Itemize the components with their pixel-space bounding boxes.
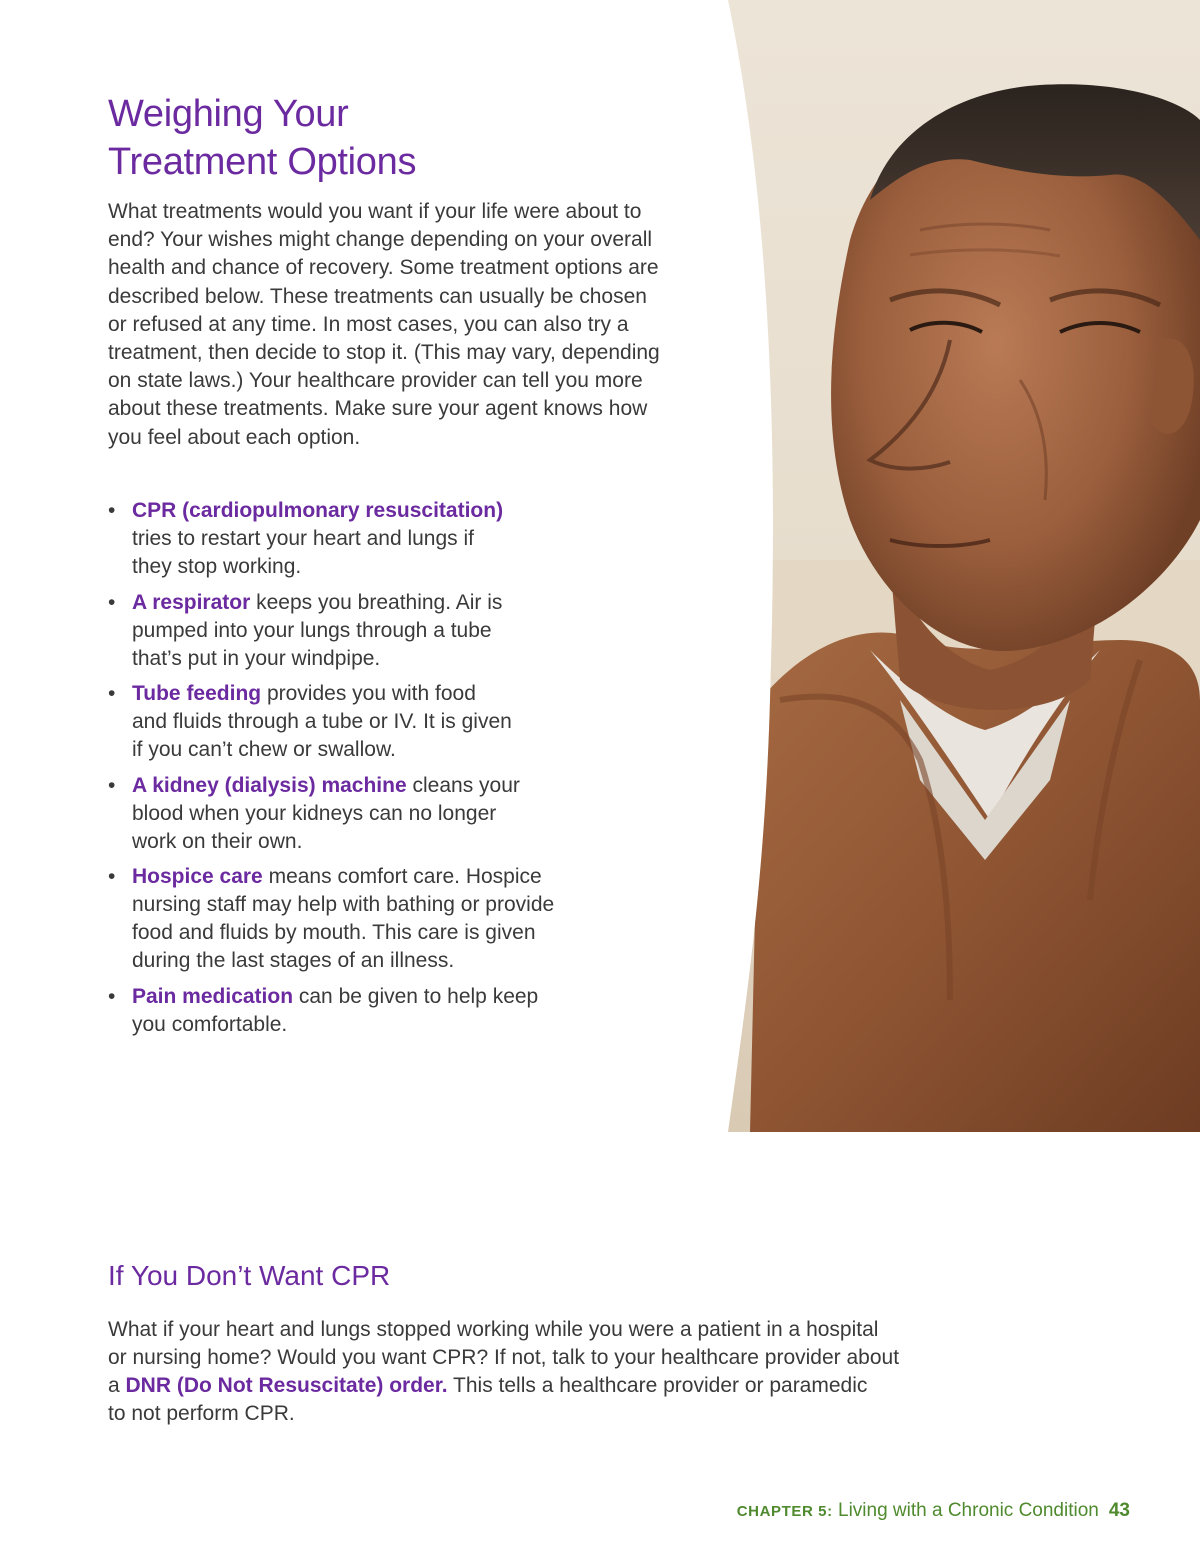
list-item-line: that’s put in your windpipe. bbox=[132, 646, 381, 670]
treatment-term: Tube feeding bbox=[132, 682, 262, 705]
treatment-description: provides you with food bbox=[261, 682, 476, 705]
list-item-line: blood when your kidneys can no longer bbox=[132, 801, 497, 825]
treatment-options-list bbox=[108, 497, 668, 1046]
list-item bbox=[108, 589, 668, 673]
treatment-term: Hospice care bbox=[132, 865, 263, 888]
list-item-line bbox=[132, 680, 668, 708]
treatment-term: A respirator bbox=[132, 590, 251, 614]
list-item-line: food and fluids by mouth. This care is given bbox=[132, 921, 536, 944]
list-item-line: nursing staff may help with bathing or provide bbox=[132, 893, 555, 916]
section-paragraph bbox=[108, 1316, 1028, 1428]
chapter-title: Living with a Chronic Condition bbox=[832, 1500, 1099, 1521]
page-title bbox=[108, 90, 668, 186]
list-item-line: work on their own. bbox=[132, 829, 303, 853]
section-heading: If You Don’t Want CPR bbox=[108, 1260, 391, 1291]
list-item bbox=[108, 983, 668, 1039]
list-item bbox=[108, 863, 668, 975]
list-item-line bbox=[132, 497, 668, 525]
list-item bbox=[108, 772, 668, 856]
chapter-label: CHAPTER 5: bbox=[736, 1503, 833, 1520]
bullet-icon: • bbox=[108, 984, 116, 1008]
page-title-line-1: Weighing Your bbox=[108, 93, 349, 135]
list-item-line: tries to restart your heart and lungs if bbox=[132, 527, 474, 550]
bullet-icon: • bbox=[108, 682, 116, 705]
treatment-term: CPR (cardiopulmonary resuscitation) bbox=[132, 499, 504, 522]
paragraph-line: What if your heart and lungs stopped working while you were a patient in a hospital bbox=[108, 1318, 879, 1341]
list-item-line: they stop working. bbox=[132, 555, 302, 578]
treatment-term: A kidney (dialysis) machine bbox=[132, 773, 407, 797]
page-number: 43 bbox=[1108, 1500, 1130, 1521]
list-item bbox=[108, 680, 668, 764]
portrait-photo bbox=[720, 0, 1200, 1132]
paragraph-line bbox=[108, 1372, 1028, 1400]
treatment-term: Pain medication bbox=[132, 984, 294, 1008]
list-item bbox=[108, 497, 668, 581]
list-item-line: and fluids through a tube or IV. It is given bbox=[132, 710, 512, 733]
treatment-description: means comfort care. Hospice bbox=[262, 865, 542, 888]
list-item-line: you comfortable. bbox=[132, 1012, 288, 1036]
list-item-line bbox=[132, 983, 668, 1011]
list-item-line: during the last stages of an illness. bbox=[132, 949, 455, 972]
paragraph-text: a bbox=[108, 1374, 126, 1397]
list-item-line: pumped into your lungs through a tube bbox=[132, 618, 492, 642]
paragraph-text: This tells a healthcare provider or paramedic bbox=[447, 1374, 868, 1397]
bullet-icon: • bbox=[108, 499, 116, 522]
treatment-description: can be given to help keep bbox=[293, 984, 539, 1008]
list-item-line bbox=[132, 863, 668, 891]
list-item-line: if you can’t chew or swallow. bbox=[132, 738, 396, 761]
paragraph-line: or nursing home? Would you want CPR? If not, talk to your healthcare provider about bbox=[108, 1346, 900, 1369]
list-item-line bbox=[132, 772, 668, 800]
page-title-line-2: Treatment Options bbox=[108, 141, 417, 183]
bullet-icon: • bbox=[108, 773, 116, 797]
treatment-description: keeps you breathing. Air is bbox=[250, 590, 503, 614]
treatment-description: cleans your bbox=[406, 773, 520, 797]
intro-paragraph: What treatments would you want if your life were about to end? Your wishes might change depending on your overall health and chance of recovery. Some treatment options are described below. These treatments can usually be chosen or refused at any time. In most cases, you can also try a treatment, then decide to stop it. (This may vary, depending on state laws.) Your healthcare provider can tell you more about these treatments. Make sure your agent knows how you feel about each option. bbox=[108, 200, 660, 449]
list-item-line bbox=[132, 589, 668, 617]
bullet-icon: • bbox=[108, 865, 116, 888]
paragraph-line: to not perform CPR. bbox=[108, 1402, 295, 1425]
dnr-term: DNR (Do Not Resuscitate) order. bbox=[125, 1374, 448, 1397]
bullet-icon: • bbox=[108, 590, 116, 614]
page-footer bbox=[737, 1498, 1130, 1525]
